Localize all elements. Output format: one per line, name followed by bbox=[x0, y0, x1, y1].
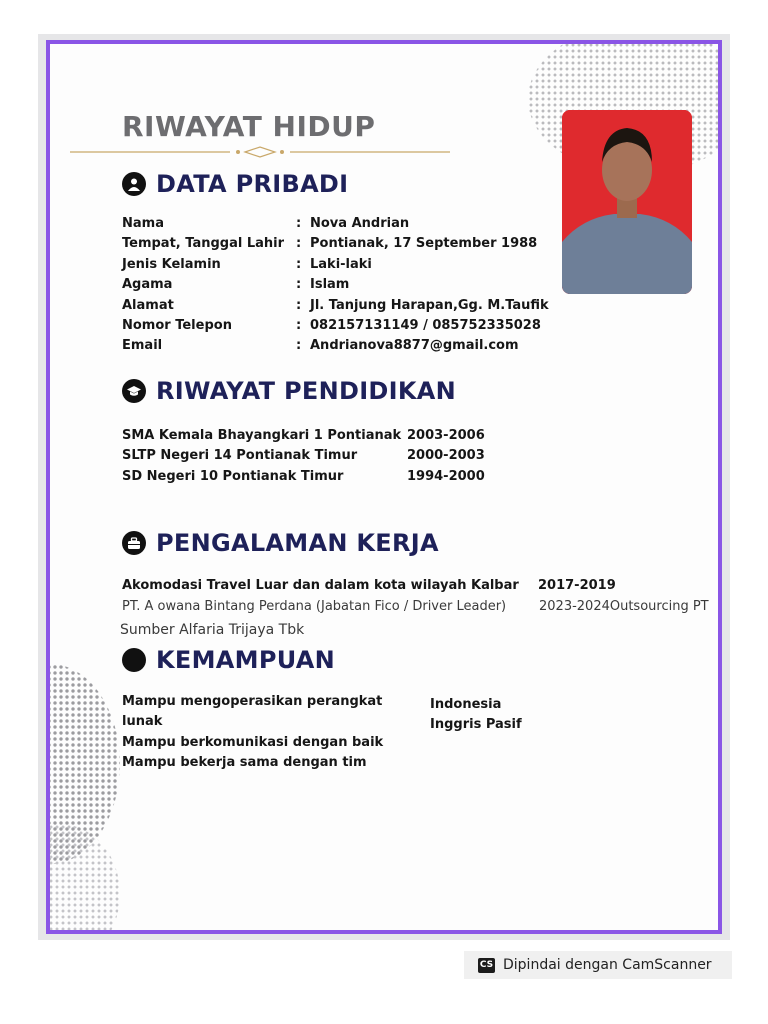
language-item: Indonesia bbox=[430, 697, 502, 712]
field-value: Andrianova8877@gmail.com bbox=[310, 338, 519, 354]
field-label: Nomor Telepon bbox=[122, 317, 232, 333]
field-value: Laki-laki bbox=[310, 256, 372, 272]
experience-years: 2017-2019 bbox=[538, 578, 616, 593]
skill-item: Mampu bekerja sama dengan tim bbox=[122, 755, 367, 771]
skill-item: Mampu berkomunikasi dengan baik bbox=[122, 734, 384, 750]
school-name: SLTP Negeri 14 Pontianak Timur bbox=[122, 448, 358, 464]
field-label: Nama bbox=[122, 216, 164, 231]
profile-photo bbox=[562, 110, 692, 294]
briefcase-icon bbox=[122, 531, 146, 555]
skill-item: Mampu mengoperasikan perangkat bbox=[122, 694, 383, 709]
separator: : bbox=[296, 338, 302, 354]
personal-row bbox=[122, 316, 549, 336]
user-icon bbox=[122, 172, 146, 196]
section-title: KEMAMPUAN bbox=[156, 646, 336, 674]
camscanner-logo-icon: CS bbox=[478, 958, 495, 973]
watermark-text: Dipindai dengan CamScanner bbox=[503, 957, 712, 973]
experience-item-continued: Sumber Alfaria Trijaya Tbk bbox=[120, 622, 305, 638]
field-value: Nova Andrian bbox=[310, 216, 410, 231]
personal-row bbox=[122, 336, 549, 356]
field-value: Pontianak, 17 September 1988 bbox=[310, 236, 538, 252]
graduation-cap-icon bbox=[122, 379, 146, 403]
separator: : bbox=[296, 256, 302, 272]
section-heading-personal bbox=[122, 170, 348, 198]
school-years: 2003-2006 bbox=[407, 428, 485, 443]
field-value: Jl. Tanjung Harapan,Gg. M.Taufik bbox=[310, 297, 549, 313]
personal-data-list bbox=[122, 214, 549, 357]
personal-row bbox=[122, 255, 549, 275]
cv-title: RIWAYAT HIDUP bbox=[122, 110, 376, 143]
education-row bbox=[122, 467, 485, 487]
separator: : bbox=[296, 277, 302, 293]
skills-list bbox=[122, 692, 383, 774]
personal-row bbox=[122, 214, 549, 234]
field-value: 082157131149 / 085752335028 bbox=[310, 317, 541, 333]
separator: : bbox=[296, 216, 302, 231]
personal-row bbox=[122, 234, 549, 254]
experience-item: Akomodasi Travel Luar dan dalam kota wilayah Kalbar bbox=[122, 578, 519, 593]
skill-item: lunak bbox=[122, 714, 163, 730]
section-title: RIWAYAT PENDIDIKAN bbox=[156, 377, 457, 405]
separator: : bbox=[296, 317, 302, 333]
field-label: Tempat, Tanggal Lahir bbox=[122, 236, 285, 252]
separator: : bbox=[296, 236, 302, 252]
dot-pattern-decoration bbox=[46, 824, 120, 934]
education-list bbox=[122, 426, 485, 487]
field-value: Islam bbox=[310, 277, 350, 293]
section-heading-education bbox=[122, 377, 456, 405]
section-heading-experience bbox=[122, 529, 439, 557]
education-row bbox=[122, 446, 485, 466]
title-ornament bbox=[70, 146, 450, 158]
separator: : bbox=[296, 297, 302, 313]
field-label: Jenis Kelamin bbox=[122, 256, 221, 272]
field-label: Alamat bbox=[122, 297, 174, 313]
education-row bbox=[122, 426, 485, 446]
personal-row bbox=[122, 275, 549, 295]
school-name: SD Negeri 10 Pontianak Timur bbox=[122, 468, 344, 484]
experience-item: PT. A owana Bintang Perdana (Jabatan Fico / Driver Leader) bbox=[122, 599, 507, 614]
section-title: DATA PRIBADI bbox=[156, 170, 349, 198]
personal-row bbox=[122, 296, 549, 316]
field-label: Email bbox=[122, 338, 163, 354]
language-item: Inggris Pasif bbox=[430, 717, 522, 733]
experience-years: 2023-2024Outsourcing PT bbox=[539, 599, 709, 614]
language-list bbox=[430, 695, 522, 736]
bullet-circle-icon bbox=[122, 648, 146, 672]
section-heading-skills bbox=[122, 646, 335, 674]
school-name: SMA Kemala Bhayangkari 1 Pontianak bbox=[122, 428, 402, 443]
camscanner-watermark bbox=[464, 951, 732, 979]
school-years: 2000-2003 bbox=[407, 448, 485, 464]
cv-page bbox=[46, 40, 722, 934]
field-label: Agama bbox=[122, 277, 173, 293]
section-title: PENGALAMAN KERJA bbox=[156, 529, 439, 557]
school-years: 1994-2000 bbox=[407, 468, 485, 484]
